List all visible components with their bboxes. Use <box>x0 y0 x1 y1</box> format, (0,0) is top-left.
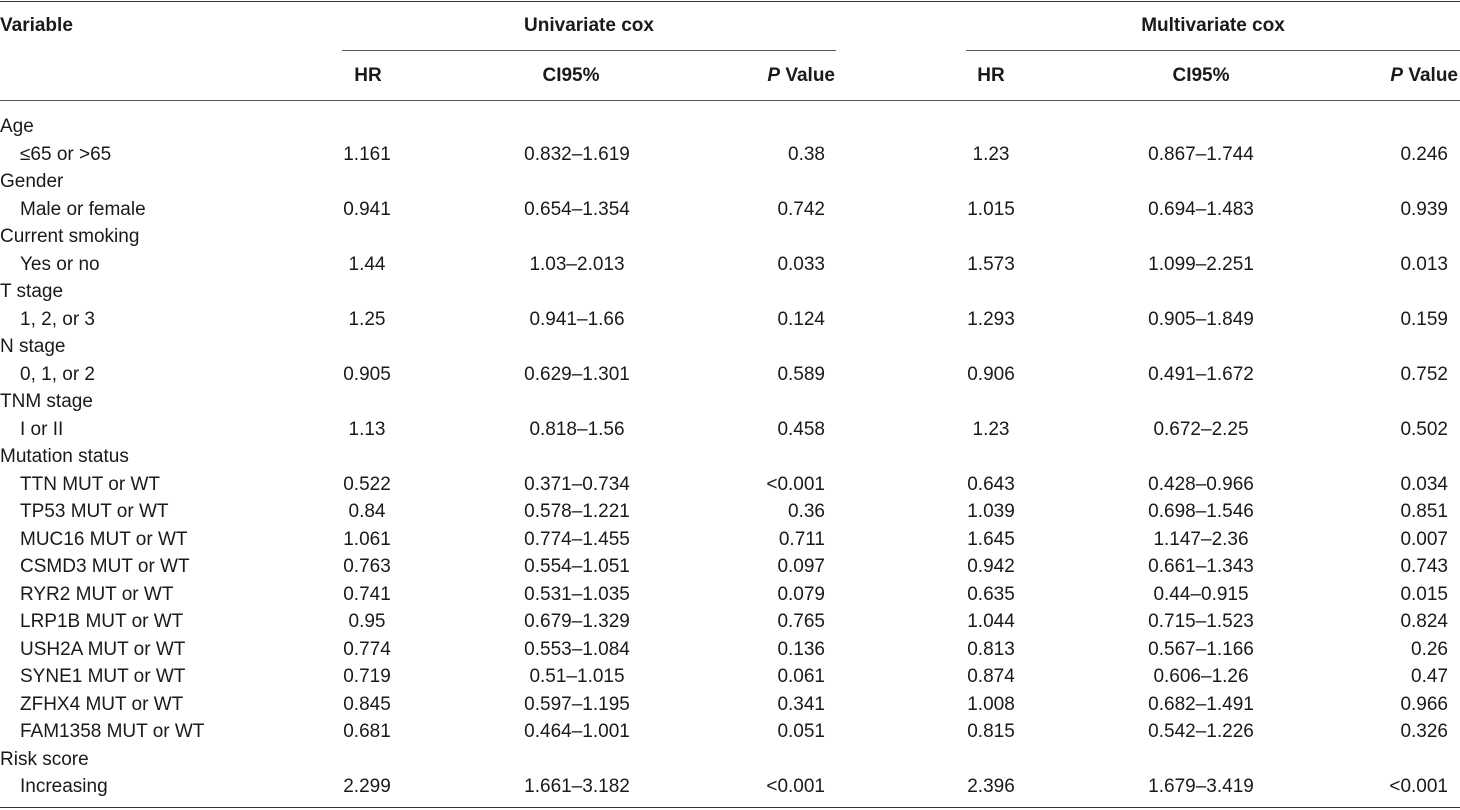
variable-label: ZFHX4 MUT or WT <box>20 693 184 715</box>
univariate-p-value-cell: 0.742 <box>777 198 825 220</box>
univariate-hr-cell: 1.061 <box>343 528 391 550</box>
p-value-suffix: Value <box>1403 65 1458 86</box>
multivariate-hr-cell: 0.643 <box>967 473 1015 495</box>
multivariate-ci95-cell: 0.661–1.343 <box>1148 556 1254 577</box>
multivariate-hr-cell: 0.874 <box>967 666 1015 687</box>
variable-label: RYR2 MUT or WT <box>20 583 174 605</box>
multivariate-hr-cell: 1.039 <box>967 501 1015 522</box>
multivariate-hr-cell: 0.942 <box>967 556 1015 577</box>
variable-label: TTN MUT or WT <box>20 473 161 495</box>
variable-label: TP53 MUT or WT <box>20 501 169 522</box>
univariate-hr-cell: 0.905 <box>343 363 391 385</box>
multivariate-ci95-cell: 0.567–1.166 <box>1148 638 1254 660</box>
univariate-p-value-cell: 0.765 <box>777 611 825 632</box>
univariate-ci95-cell: 0.654–1.354 <box>524 198 630 220</box>
univariate-hr-cell: 0.719 <box>343 666 391 687</box>
multivariate-hr-cell: 1.008 <box>967 693 1015 715</box>
multivariate-p-value-cell: 0.007 <box>1400 528 1448 550</box>
univariate-p-value-cell: 0.061 <box>777 666 825 687</box>
header-multivariate-hr: HR <box>977 65 1005 86</box>
univariate-p-value-cell: 0.589 <box>777 363 825 385</box>
univariate-ci95-cell: 0.578–1.221 <box>524 501 630 522</box>
univariate-ci95-cell: 1.661–3.182 <box>524 776 630 797</box>
variable-label: 0, 1, or 2 <box>20 363 95 385</box>
univariate-p-value-cell: 0.711 <box>778 528 825 550</box>
multivariate-ci95-cell: 0.491–1.672 <box>1148 363 1254 385</box>
univariate-p-value-cell: 0.36 <box>788 501 825 522</box>
univariate-ci95-cell: 0.554–1.051 <box>524 556 630 577</box>
univariate-ci95-cell: 0.464–1.001 <box>524 721 630 742</box>
multivariate-hr-cell: 1.293 <box>967 308 1015 330</box>
variable-label: FAM1358 MUT or WT <box>20 721 205 742</box>
univariate-hr-cell: 2.299 <box>343 776 391 797</box>
multivariate-hr-cell: 0.813 <box>967 638 1015 660</box>
multivariate-p-value-cell: 0.015 <box>1400 583 1448 605</box>
univariate-hr-cell: 0.763 <box>343 556 391 577</box>
univariate-p-value-cell: 0.136 <box>777 638 825 660</box>
p-italic: P <box>767 65 781 86</box>
univariate-p-value-cell: 0.033 <box>777 253 825 275</box>
univariate-hr-cell: 1.161 <box>343 143 391 165</box>
univariate-ci95-cell: 0.629–1.301 <box>524 363 630 385</box>
multivariate-ci95-cell: 0.542–1.226 <box>1148 721 1254 742</box>
multivariate-ci95-cell: 0.905–1.849 <box>1148 308 1254 330</box>
univariate-ci95-cell: 0.832–1.619 <box>524 143 630 165</box>
univariate-ci95-cell: 0.818–1.56 <box>529 418 625 440</box>
multivariate-ci95-cell: 0.715–1.523 <box>1148 611 1254 632</box>
multivariate-p-value-cell: <0.001 <box>1389 776 1448 797</box>
variable-label: CSMD3 MUT or WT <box>20 556 190 577</box>
univariate-hr-cell: 0.774 <box>343 638 391 660</box>
header-variable: Variable <box>0 15 73 36</box>
multivariate-p-value-cell: 0.743 <box>1400 556 1448 577</box>
univariate-hr-cell: 1.44 <box>348 253 386 275</box>
univariate-hr-cell: 0.741 <box>343 583 391 605</box>
header-univariate-hr: HR <box>354 65 382 86</box>
univariate-ci95-cell: 0.774–1.455 <box>524 528 630 550</box>
univariate-p-value-cell: 0.341 <box>777 693 825 715</box>
header-multivariate-cox: Multivariate cox <box>1141 15 1285 36</box>
univariate-p-value-cell: 0.097 <box>777 556 825 577</box>
multivariate-p-value-cell: 0.824 <box>1400 611 1448 632</box>
univariate-p-value-cell: <0.001 <box>766 473 825 495</box>
multivariate-p-value-cell: 0.26 <box>1411 638 1448 660</box>
multivariate-hr-cell: 1.23 <box>972 143 1010 165</box>
multivariate-p-value-cell: 0.159 <box>1400 308 1448 330</box>
variable-label: Increasing <box>20 776 108 797</box>
multivariate-hr-cell: 0.635 <box>967 583 1015 605</box>
multivariate-hr-cell: 0.815 <box>967 721 1015 742</box>
multivariate-p-value-cell: 0.326 <box>1400 721 1448 742</box>
univariate-hr-cell: 0.84 <box>348 501 386 522</box>
multivariate-hr-cell: 2.396 <box>967 776 1015 797</box>
multivariate-p-value-cell: 0.013 <box>1400 253 1448 275</box>
multivariate-ci95-cell: 0.867–1.744 <box>1148 143 1254 165</box>
p-value-suffix: Value <box>780 65 835 86</box>
variable-label: MUC16 MUT or WT <box>20 528 188 550</box>
variable-label: USH2A MUT or WT <box>20 638 186 660</box>
group-label: N stage <box>0 336 66 357</box>
header-univariate-cox: Univariate cox <box>524 15 654 36</box>
multivariate-ci95-cell: 1.679–3.419 <box>1148 776 1254 797</box>
table-bottom-rule <box>0 807 1460 808</box>
multivariate-ci95-cell: 0.698–1.546 <box>1148 501 1254 522</box>
multivariate-hr-cell: 1.015 <box>967 198 1015 220</box>
univariate-ci95-cell: 1.03–2.013 <box>529 253 625 275</box>
univariate-hr-cell: 1.13 <box>348 418 386 440</box>
multivariate-ci95-cell: 0.44–0.915 <box>1153 583 1249 605</box>
univariate-hr-cell: 1.25 <box>348 308 386 330</box>
multivariate-p-value-cell: 0.47 <box>1411 666 1448 687</box>
univariate-ci95-cell: 0.597–1.195 <box>524 693 630 715</box>
variable-label: LRP1B MUT or WT <box>20 611 184 632</box>
univariate-hr-cell: 0.681 <box>343 721 391 742</box>
variable-label: ≤65 or >65 <box>20 143 112 165</box>
group-label: Age <box>0 116 34 137</box>
univariate-ci95-cell: 0.371–0.734 <box>524 473 630 495</box>
header-univariate-ci95: CI95% <box>542 65 600 86</box>
multivariate-hr-cell: 1.573 <box>967 253 1015 275</box>
group-label: TNM stage <box>0 391 93 412</box>
multivariate-p-value-cell: 0.851 <box>1400 501 1448 522</box>
multivariate-ci95-cell: 0.428–0.966 <box>1148 473 1254 495</box>
multivariate-p-value-cell: 0.246 <box>1400 143 1448 165</box>
univariate-ci95-cell: 0.51–1.015 <box>529 666 625 687</box>
variable-label: 1, 2, or 3 <box>20 308 95 330</box>
p-italic: P <box>1390 65 1404 86</box>
group-label: Current smoking <box>0 226 140 247</box>
multivariate-ci95-cell: 0.682–1.491 <box>1148 693 1254 715</box>
univariate-p-value-cell: 0.124 <box>777 308 825 330</box>
multivariate-ci95-cell: 1.147–2.36 <box>1153 528 1249 550</box>
multivariate-hr-cell: 1.645 <box>967 528 1015 550</box>
multivariate-ci95-cell: 0.606–1.26 <box>1153 666 1249 687</box>
univariate-p-value-cell: 0.458 <box>777 418 825 440</box>
multivariate-hr-cell: 1.044 <box>967 611 1015 632</box>
multivariate-ci95-cell: 0.672–2.25 <box>1153 418 1249 440</box>
group-label: Gender <box>0 171 64 192</box>
multivariate-ci95-cell: 1.099–2.251 <box>1148 253 1254 275</box>
multivariate-ci95-cell: 0.694–1.483 <box>1148 198 1254 220</box>
univariate-hr-cell: 0.941 <box>343 198 391 220</box>
univariate-hr-cell: 0.845 <box>343 693 391 715</box>
multivariate-p-value-cell: 0.966 <box>1400 693 1448 715</box>
group-label: Risk score <box>0 748 89 770</box>
univariate-p-value-cell: <0.001 <box>766 776 825 797</box>
univariate-hr-cell: 0.95 <box>348 611 386 632</box>
multivariate-p-value-cell: 0.752 <box>1400 363 1448 385</box>
univariate-hr-cell: 0.522 <box>343 473 391 495</box>
multivariate-p-value-cell: 0.939 <box>1400 198 1448 220</box>
group-label: T stage <box>0 281 64 302</box>
multivariate-hr-cell: 1.23 <box>972 418 1010 440</box>
univariate-p-value-cell: 0.38 <box>788 143 825 165</box>
variable-label: SYNE1 MUT or WT <box>20 666 186 687</box>
group-label: Mutation status <box>0 446 129 467</box>
univariate-ci95-cell: 0.531–1.035 <box>524 583 630 605</box>
multivariate-hr-cell: 0.906 <box>967 363 1015 385</box>
univariate-p-value-cell: 0.079 <box>777 583 825 605</box>
multivariate-p-value-cell: 0.034 <box>1400 473 1448 495</box>
variable-label: I or II <box>20 418 64 440</box>
univariate-ci95-cell: 0.679–1.329 <box>524 611 630 632</box>
univariate-p-value-cell: 0.051 <box>777 721 825 742</box>
multivariate-p-value-cell: 0.502 <box>1400 418 1448 440</box>
univariate-ci95-cell: 0.941–1.66 <box>529 308 625 330</box>
header-multivariate-ci95: CI95% <box>1172 65 1230 86</box>
variable-label: Yes or no <box>20 253 100 275</box>
univariate-ci95-cell: 0.553–1.084 <box>524 638 630 660</box>
variable-label: Male or female <box>20 198 146 220</box>
